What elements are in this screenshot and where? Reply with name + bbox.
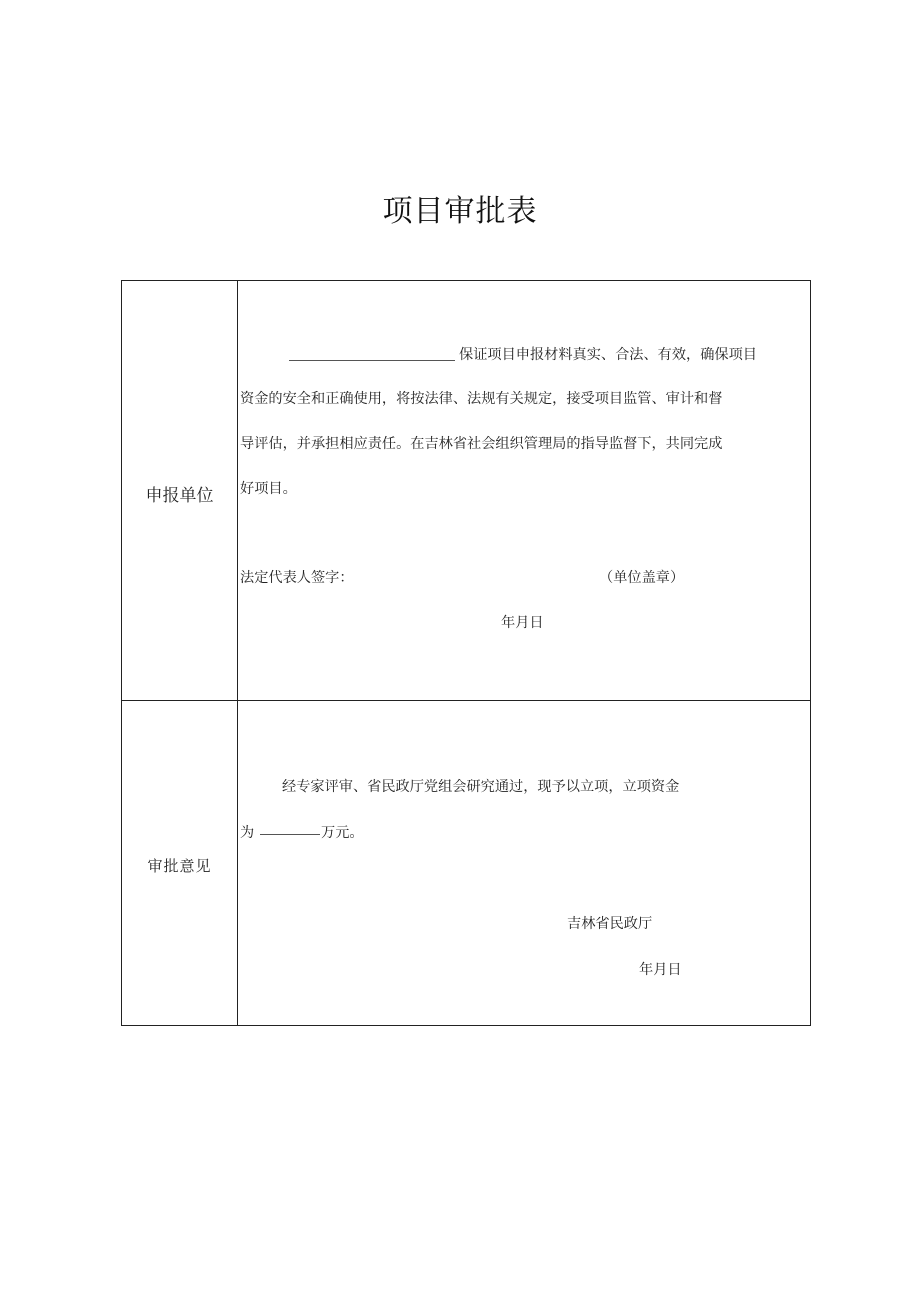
column-divider <box>237 281 238 1025</box>
applicant-paragraph-line-3: 导评估，并承担相应责任。在吉林省社会组织管理局的指导监督下，共同完成 <box>240 436 723 452</box>
approval-amount-suffix: 万元。 <box>321 825 364 841</box>
approval-label: 审批意见 <box>147 857 212 875</box>
approval-paragraph-line-1: 经专家评审、省民政厅党组会研究通过，现予以立项，立项资金 <box>282 779 680 795</box>
approval-date-label: 年月日 <box>639 962 682 978</box>
issuer-name: 吉林省民政厅 <box>567 916 653 932</box>
applicant-paragraph-line-1: 保证项目申报材料真实、合法、有效，确保项目 <box>459 347 757 363</box>
applicant-paragraph-line-4: 好项目。 <box>240 481 297 497</box>
approval-amount-prefix: 为 <box>240 825 255 841</box>
page-title: 项目审批表 <box>382 194 538 229</box>
applicant-name-blank[interactable] <box>289 360 455 361</box>
legal-rep-signature-label: 法定代表人签字： <box>240 570 354 586</box>
applicant-label: 申报单位 <box>145 486 214 506</box>
approved-amount-blank[interactable] <box>260 834 320 835</box>
applicant-paragraph-line-2: 资金的安全和正确使用，将按法律、法规有关规定，接受项目监管、审计和督 <box>240 391 723 407</box>
unit-seal-label: （单位盖章） <box>599 570 685 586</box>
approval-form-table <box>121 280 811 1026</box>
applicant-date-label: 年月日 <box>501 615 544 631</box>
row-divider <box>122 700 810 701</box>
